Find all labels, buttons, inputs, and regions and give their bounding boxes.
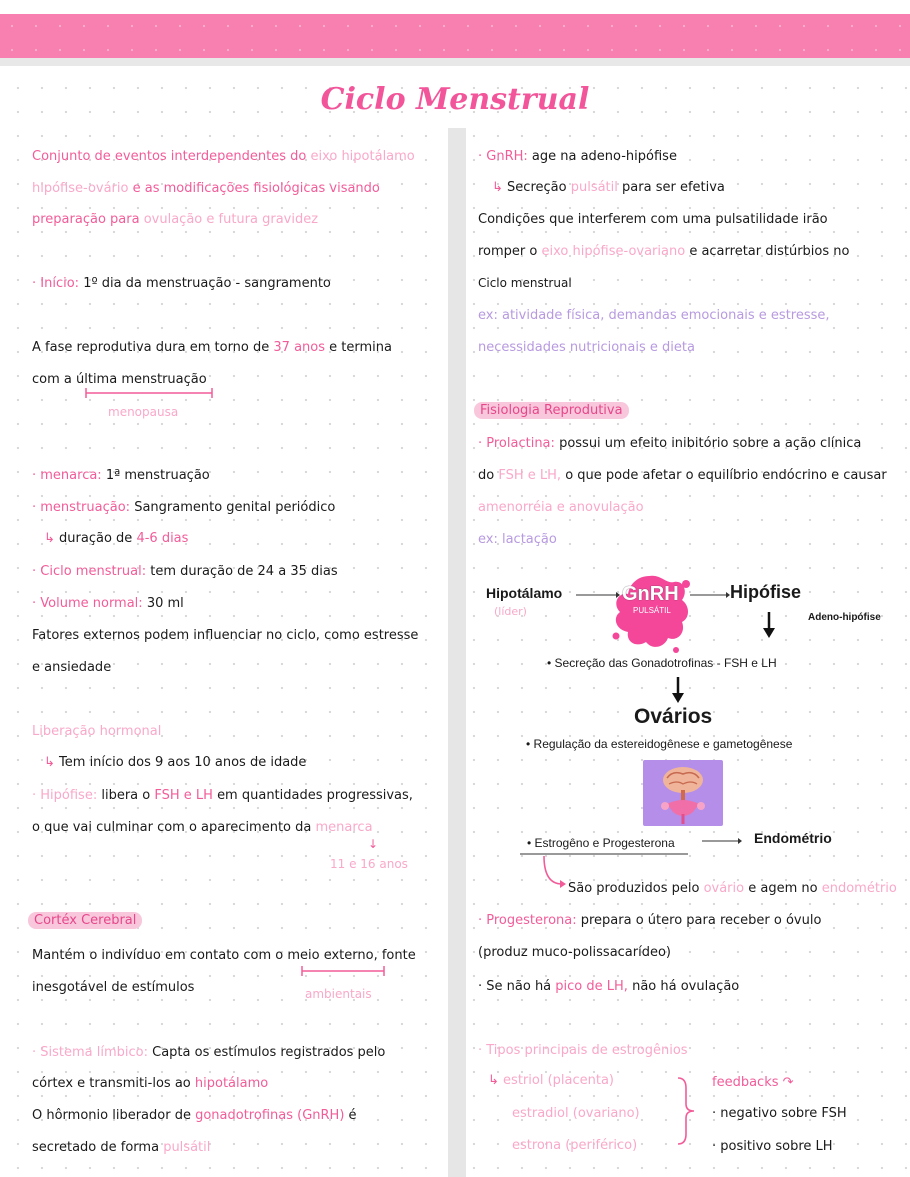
arrow-right-icon	[690, 590, 730, 600]
fisiologia-heading: Fisiologia Reprodutiva	[474, 404, 629, 417]
hook-arrow-icon: ↳	[488, 1073, 499, 1088]
arrow-right-icon	[702, 836, 742, 846]
volume-line: · Volume normal: 30 ml	[32, 596, 184, 611]
ambientais-bracket	[300, 966, 386, 980]
prolactina-line-3: amenorréia e anovulação	[478, 500, 644, 515]
gnrh-line: · GnRH: age na adeno-hipófise	[478, 149, 677, 164]
feedbacks-label: feedbacks ↷	[712, 1075, 794, 1090]
estriol-line: ↳ estriol (placenta)	[488, 1073, 614, 1088]
arrow-down-icon	[762, 612, 776, 638]
hook-arrow-icon: ↳	[44, 755, 55, 770]
feedback-negativo: · negativo sobre FSH	[712, 1106, 847, 1121]
estradiol-line: estradiol (ovariano)	[512, 1106, 640, 1121]
ovarios-label: Ovários	[634, 705, 713, 728]
cortex-line-1: Mantém o indivíduo em contato com o meio externo, fonte	[32, 948, 416, 963]
hook-arrow-icon: ↳	[492, 180, 503, 195]
estrogeno-line: • Estrogêno e Progesterona	[527, 836, 675, 850]
fatores-line-1: Fatores externos podem influenciar no ciclo, como estresse	[32, 628, 419, 643]
curly-brace-icon	[676, 1076, 696, 1146]
brain-uterus-illustration	[643, 760, 723, 826]
fase-line-1: A fase reprodutiva dura em torno de 37 anos e termina	[32, 340, 392, 355]
liberacao-sub: ↳ Tem início dos 9 aos 10 anos de idade	[44, 755, 307, 770]
feedback-positivo: · positivo sobre LH	[712, 1139, 833, 1154]
ciclo-line: · Ciclo menstrual: tem duração de 24 a 35 dias	[32, 564, 338, 579]
menstruacao-line: · menstruação: Sangramento genital periódico	[32, 500, 336, 515]
intro-line-1: Conjunto de eventos interdependentes do eixo hipotálamo	[32, 149, 415, 164]
curved-arrow-icon: ↷	[782, 1075, 794, 1090]
gnrh-sub: ↳ Secreção pulsátil para ser efetiva	[492, 180, 725, 195]
header-banner	[0, 14, 910, 58]
menarca-line: · menarca: 1ª menstruação	[32, 468, 210, 483]
secrecao-line: • Secreção das Gonadotrofinas - FSH e LH	[547, 656, 777, 670]
hook-arrow-icon: ↳	[44, 531, 55, 546]
header-shadow	[0, 58, 910, 66]
intro-line-3: preparação para ovulação e futura gravidez	[32, 212, 319, 227]
gnrh-label: GnRH	[622, 583, 679, 605]
condicoes-ex-1: ex: atividade física, demandas emocionais e estresse,	[478, 308, 830, 323]
hipofise-line-1: · Hipófise: libera o FSH e LH em quantidades progressivas,	[32, 788, 413, 803]
cortex-line-2: inesgotável de estímulos	[32, 980, 195, 995]
down-arrow-icon: ↓	[368, 837, 379, 851]
condicoes-line-3: Ciclo menstrual	[478, 276, 572, 290]
regulacao-line: • Regulação da estereidogênese e gametogênese	[526, 737, 793, 751]
menopausa-note: menopausa	[108, 405, 179, 419]
limbico-line-4: secretado de forma pulsátil	[32, 1140, 211, 1155]
tipos-heading: · Tipos principais de estrogênios	[478, 1043, 688, 1058]
progesterona-line-1: · Progesterona: prepara o útero para receber o óvulo	[478, 913, 822, 928]
limbico-line-1: · Sistema límbico: Capta os estímulos registrados pelo	[32, 1045, 386, 1060]
adeno-label: Adeno-hipófise	[808, 612, 881, 623]
produzidos-line: São produzidos pelo ovário e agem no endométrio	[568, 881, 897, 896]
arrow-down-icon	[671, 677, 685, 703]
lider-note: (líder)	[494, 605, 527, 618]
intro-line-2: hipófise-ovário e as modificações fisiológicas visando	[32, 181, 380, 196]
lactacao-example: ex: lactação	[478, 532, 557, 547]
page-title: Ciclo Menstrual	[320, 82, 590, 117]
prolactina-line-1: · Prolactina: possui um efeito inibitório sobre a ação clínica	[478, 436, 862, 451]
duracao-line: ↳ duração de 4-6 dias	[44, 531, 189, 546]
column-divider	[448, 128, 466, 1177]
progesterona-line-2: (produz muco-polissacarídeo)	[478, 945, 672, 960]
inicio-line: · Início: 1º dia da menstruação - sangramento	[32, 276, 331, 291]
estrona-line: estrona (periférico)	[512, 1138, 638, 1153]
condicoes-ex-2: necessidades nutricionais e dieta	[478, 340, 695, 355]
prolactina-line-2: do FSH e LH, o que pode afetar o equilíbrio endócrino e causar	[478, 468, 887, 483]
condicoes-line-2: romper o eixo hipófise-ovariano e acarretar distúrbios no	[478, 244, 850, 259]
ambientais-note: ambientais	[305, 987, 372, 1001]
pulsatil-label: PULSÁTIL	[633, 606, 671, 615]
pico-line: · Se não há pico de LH, não há ovulação	[478, 979, 740, 994]
hipofise-line-2: o que vai culminar com o aparecimento da menarca	[32, 820, 373, 835]
fase-line-2: com a última menstruação	[32, 372, 207, 387]
limbico-line-3: O hôrmonio liberador de gonadotrofinas (GnRH) é	[32, 1108, 357, 1123]
hipofise-label: Hipófise	[730, 582, 802, 602]
condicoes-line-1: Condições que interferem com uma pulsatilidade irão	[478, 212, 828, 227]
hook-arrow-icon	[540, 856, 566, 890]
fatores-line-2: e ansiedade	[32, 660, 112, 675]
hipotalamo-label: Hipotálamo	[486, 585, 563, 601]
menopausa-bracket	[84, 388, 214, 402]
liberacao-heading: Liberação hormonal	[32, 724, 162, 739]
limbico-line-2: córtex e transmiti-los ao hipotálamo	[32, 1076, 269, 1091]
cortex-heading: Cortéx Cerebral	[28, 914, 142, 927]
endometrio-label: Endométrio	[754, 830, 832, 846]
menarca-age-note: 11 e 16 anos	[330, 857, 408, 871]
